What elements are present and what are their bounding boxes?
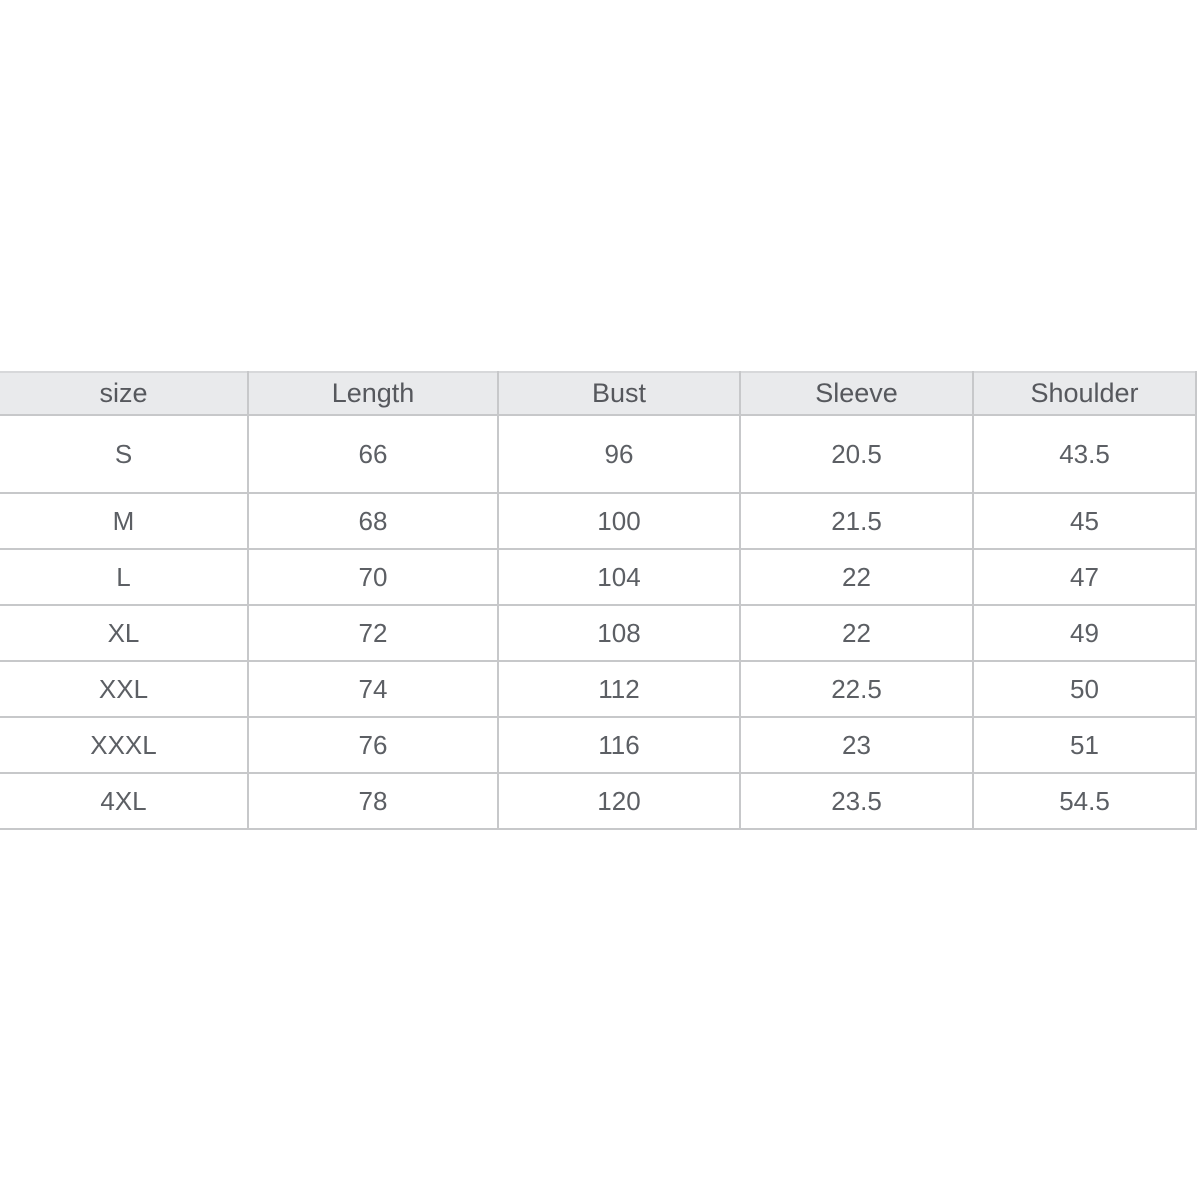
column-header-shoulder: Shoulder — [973, 372, 1196, 415]
cell-shoulder: 50 — [973, 661, 1196, 717]
cell-length: 74 — [248, 661, 498, 717]
table-row-s — [0, 415, 1196, 493]
cell-shoulder: 45 — [973, 493, 1196, 549]
cell-shoulder: 49 — [973, 605, 1196, 661]
column-header-sleeve: Sleeve — [740, 372, 973, 415]
table-row-m — [0, 493, 1196, 549]
size-chart-table — [0, 371, 1197, 830]
cell-length: 78 — [248, 773, 498, 829]
cell-length: 66 — [248, 415, 498, 493]
cell-bust: 100 — [498, 493, 740, 549]
cell-shoulder: 51 — [973, 717, 1196, 773]
cell-sleeve: 23 — [740, 717, 973, 773]
cell-size: M — [0, 493, 248, 549]
cell-sleeve: 22.5 — [740, 661, 973, 717]
cell-length: 70 — [248, 549, 498, 605]
table-row-xl — [0, 605, 1196, 661]
cell-bust: 116 — [498, 717, 740, 773]
cell-size: L — [0, 549, 248, 605]
cell-sleeve: 20.5 — [740, 415, 973, 493]
cell-size: XXXL — [0, 717, 248, 773]
table-row-xxl — [0, 661, 1196, 717]
cell-length: 76 — [248, 717, 498, 773]
column-header-bust: Bust — [498, 372, 740, 415]
table-row-4xl — [0, 773, 1196, 829]
table-row-xxxl — [0, 717, 1196, 773]
cell-bust: 96 — [498, 415, 740, 493]
size-chart-region — [0, 371, 1196, 830]
cell-size: 4XL — [0, 773, 248, 829]
cell-shoulder: 47 — [973, 549, 1196, 605]
cell-shoulder: 43.5 — [973, 415, 1196, 493]
cell-size: XXL — [0, 661, 248, 717]
column-header-length: Length — [248, 372, 498, 415]
cell-bust: 112 — [498, 661, 740, 717]
cell-shoulder: 54.5 — [973, 773, 1196, 829]
table-row-l — [0, 549, 1196, 605]
cell-length: 72 — [248, 605, 498, 661]
cell-bust: 108 — [498, 605, 740, 661]
cell-size: XL — [0, 605, 248, 661]
cell-bust: 104 — [498, 549, 740, 605]
cell-size: S — [0, 415, 248, 493]
cell-sleeve: 22 — [740, 549, 973, 605]
header-row — [0, 372, 1196, 415]
cell-length: 68 — [248, 493, 498, 549]
cell-sleeve: 21.5 — [740, 493, 973, 549]
column-header-size: size — [0, 372, 248, 415]
cell-bust: 120 — [498, 773, 740, 829]
cell-sleeve: 23.5 — [740, 773, 973, 829]
cell-sleeve: 22 — [740, 605, 973, 661]
